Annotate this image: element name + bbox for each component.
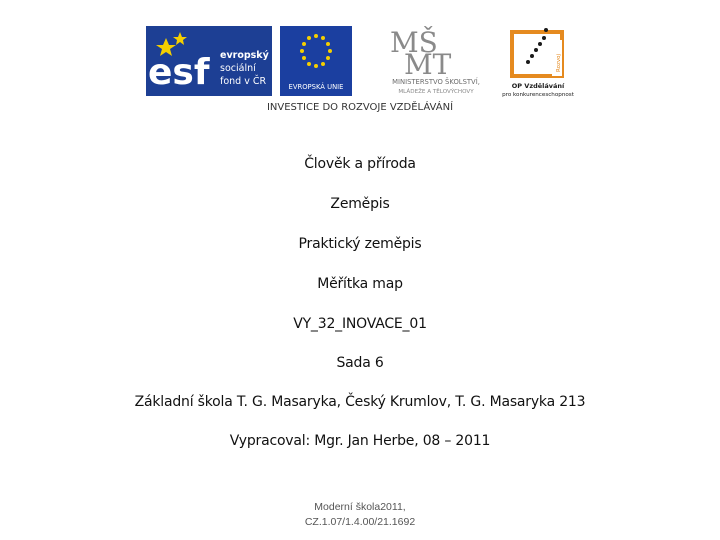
op-logo [502, 28, 575, 98]
esf-line3: fond v ČR [220, 76, 267, 87]
msmt-line1: MINISTERSTVO ŠKOLSTVÍ, [392, 78, 480, 86]
footer-line2: CZ.1.07/1.4.00/21.1692 [304, 516, 416, 528]
msmt-logo [390, 25, 480, 95]
msmt-mark-bottom: MT [404, 48, 452, 81]
author: Vypracoval: Mgr. Jan Herbe, 08 – 2011 [229, 433, 491, 449]
op-line2: pro konkurenceschopnost [502, 92, 574, 98]
topic: Měřítka map [317, 276, 403, 292]
footer [0, 500, 720, 530]
eu-logo [280, 26, 352, 96]
subject: Zeměpis [330, 196, 390, 212]
esf-line2: sociální [220, 63, 256, 74]
set-number: Sada 6 [336, 355, 384, 371]
eu-flag [280, 26, 352, 76]
msmt-line2: MLÁDEŽE A TĚLOVÝCHOVY [398, 89, 474, 95]
op-side-label: Rozvoj [556, 54, 562, 72]
material-code: VY_32_INOVACE_01 [293, 316, 427, 332]
eu-label: EVROPSKÁ UNIE [288, 83, 344, 91]
course: Praktický zeměpis [298, 236, 422, 252]
esf-mark: esf [148, 52, 210, 93]
op-line1: OP Vzdělávání [511, 82, 565, 90]
banner-text: INVESTICE DO ROZVOJE VZDĚLÁVÁNÍ [266, 102, 454, 113]
logo-band [140, 18, 580, 116]
subject-area: Člověk a příroda [304, 156, 416, 172]
msmt-mark-top: MŠ [390, 26, 438, 59]
esf-line1: evropský [220, 50, 269, 61]
school-name: Základní škola T. G. Masaryka, Český Krumlov, T. G. Masaryka 213 [134, 394, 586, 410]
footer-line1: Moderní škola2011, [314, 501, 406, 513]
esf-logo [146, 26, 272, 96]
